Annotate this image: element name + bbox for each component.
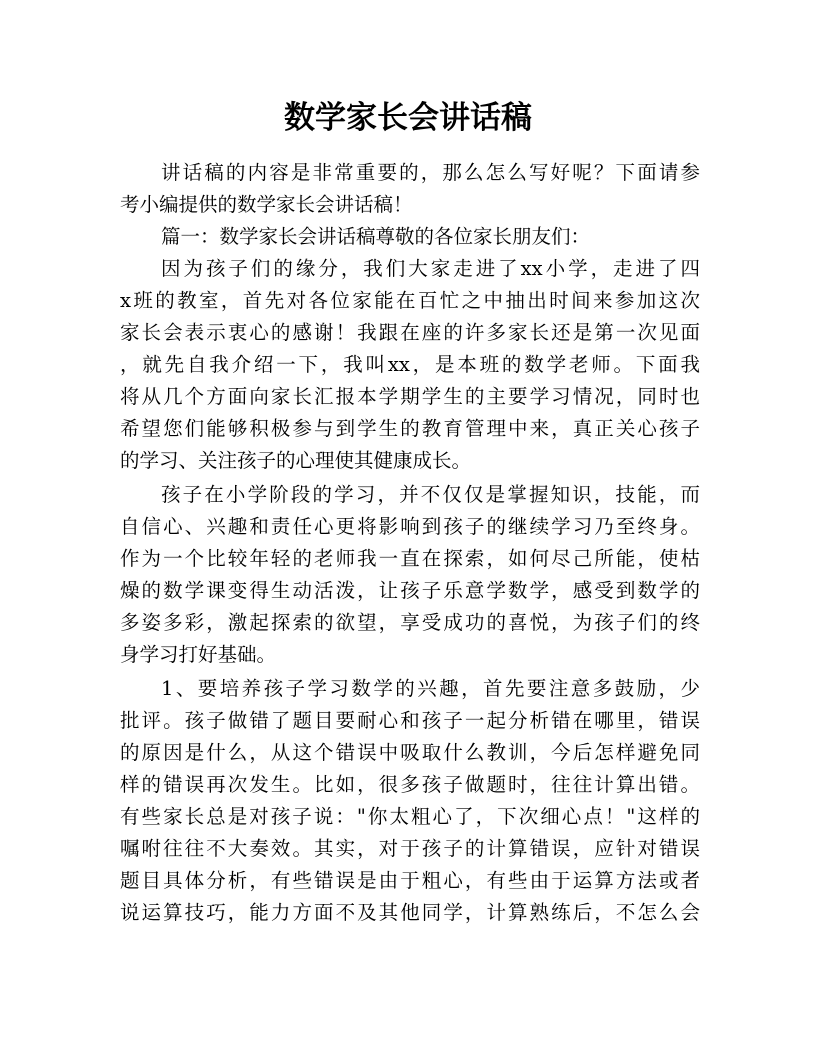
paragraph-line: 孩子在小学阶段的学习，并不仅仅是掌握知识，技能，而 xyxy=(161,483,700,506)
paragraph-line: 考小编提供的数学家长会讲话稿！ xyxy=(120,193,413,216)
paragraph-line: 身学习打好基础。 xyxy=(120,643,277,666)
paragraph-line: 篇一：数学家长会讲话稿尊敬的各位家长朋友们： xyxy=(161,225,591,248)
paragraph-line: 多姿多彩，激起探索的欲望，享受成功的喜悦，为孩子们的终 xyxy=(120,611,700,634)
paragraph-line: 题目具体分析，有些错误是由于粗心，有些由于运算方法或者 xyxy=(120,869,700,892)
paragraph-line: 有些家长总是对孩子说："你太粗心了，下次细心点！"这样的 xyxy=(120,805,700,828)
paragraph-line: 讲话稿的内容是非常重要的，那么怎么写好呢？下面请参 xyxy=(161,161,700,184)
paragraph-line: 的原因是什么，从这个错误中吸取什么教训，今后怎样避免同 xyxy=(120,741,700,764)
paragraph-line: 自信心、兴趣和责任心更将影响到孩子的继续学习乃至终身。 xyxy=(120,515,700,538)
paragraph-line: 作为一个比较年轻的老师我一直在探索，如何尽己所能，使枯 xyxy=(120,547,700,570)
paragraph-line: 家长会表示衷心的感谢！我跟在座的许多家长还是第一次见面 xyxy=(120,321,700,344)
paragraph-line: 嘱咐往往不大奏效。其实，对于孩子的计算错误，应针对错误 xyxy=(120,837,700,860)
paragraph-line: 说运算技巧，能力方面不及其他同学，计算熟练后，不怎么会 xyxy=(120,901,700,924)
paragraph-line: 批评。孩子做错了题目要耐心和孩子一起分析错在哪里，错误 xyxy=(120,709,700,732)
paragraph-line: 样的错误再次发生。比如，很多孩子做题时，往往计算出错。 xyxy=(120,773,700,796)
paragraph-line: 因为孩子们的缘分，我们大家走进了xx小学，走进了四 xyxy=(161,257,700,280)
paragraph-line: 希望您们能够积极参与到学生的教育管理中来，真正关心孩子 xyxy=(120,417,700,440)
paragraph-line: x班的教室，首先对各位家能在百忙之中抽出时间来参加这次 xyxy=(120,289,700,312)
paragraph-line: ，就先自我介绍一下，我叫xx，是本班的数学老师。下面我 xyxy=(120,353,700,376)
paragraph-line: 的学习、关注孩子的心理使其健康成长。 xyxy=(120,449,472,472)
paragraph-line: 将从几个方面向家长汇报本学期学生的主要学习情况，同时也 xyxy=(120,385,700,408)
paragraph-line: 燥的数学课变得生动活泼，让孩子乐意学数学，感受到数学的 xyxy=(120,579,700,602)
paragraph-line: 1、要培养孩子学习数学的兴趣，首先要注意多鼓励，少 xyxy=(161,677,700,700)
document-title: 数学家长会讲话稿 xyxy=(284,100,532,136)
